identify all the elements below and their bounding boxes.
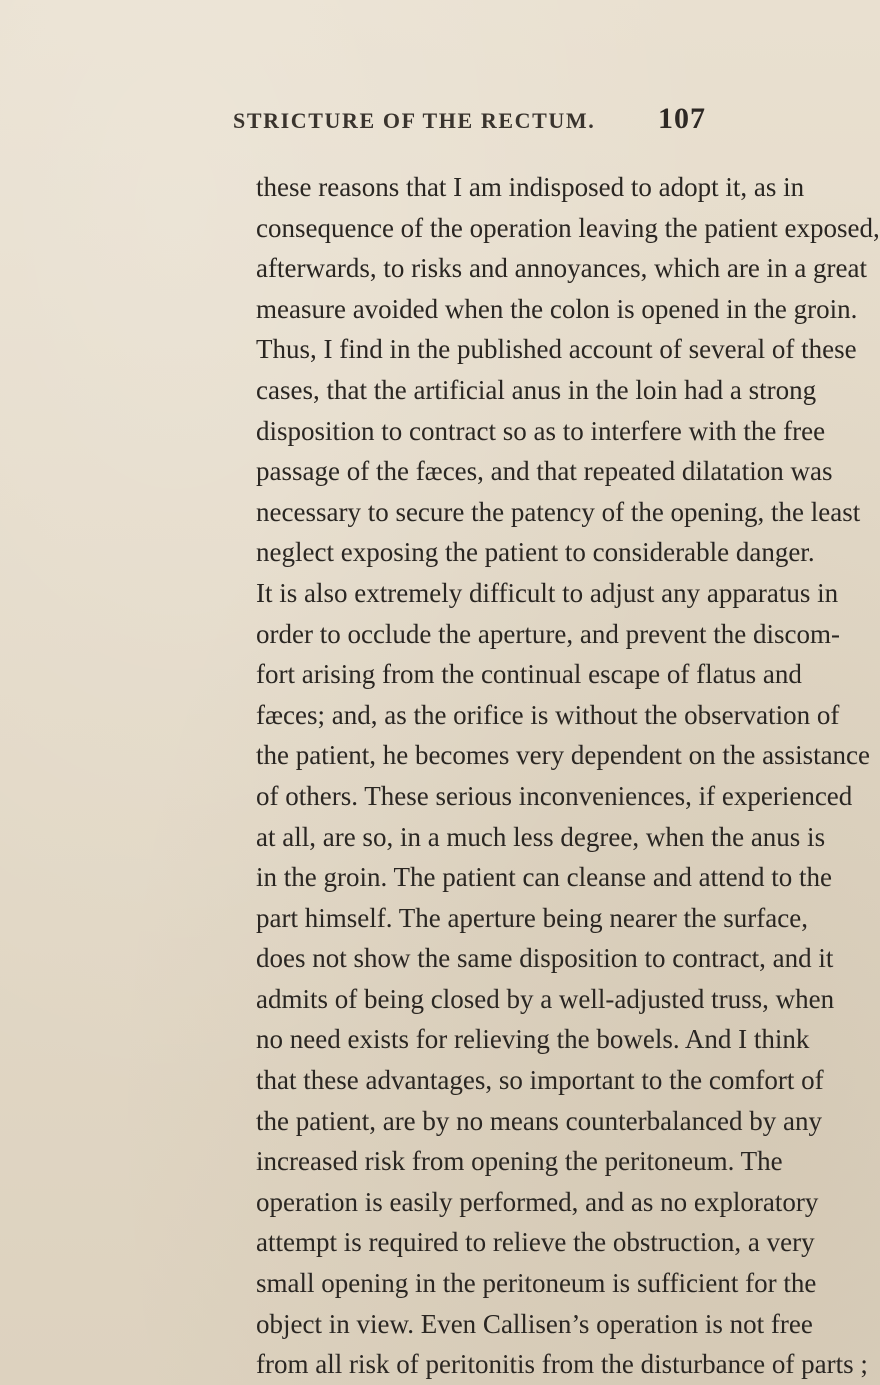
text-line: admits of being closed by a well-adjusted truss, when (256, 983, 835, 1014)
text-line: measure avoided when the colon is opened in the groin. (256, 293, 858, 324)
page-number: 107 (658, 102, 706, 135)
text-line: disposition to contract so as to interfere with the free (256, 415, 826, 446)
running-title: STRICTURE OF THE RECTUM. (233, 108, 596, 133)
text-line: fort arising from the continual escape of flatus and (256, 659, 802, 690)
text-line: attempt is required to relieve the obstruction, a very (256, 1227, 815, 1258)
text-line: order to occlude the aperture, and prevent the discom- (256, 618, 841, 649)
text-line: afterwards, to risks and annoyances, which are in a great (256, 253, 868, 284)
text-line: passage of the fæces, and that repeated dilatation was (256, 456, 833, 487)
text-line: does not show the same disposition to contract, and it (256, 943, 834, 974)
body-text (256, 167, 880, 1385)
text-line: necessary to secure the patency of the opening, the least (256, 496, 861, 527)
text-line: small opening in the peritoneum is sufficient for the (256, 1268, 817, 1299)
text-line: of others. These serious inconveniences, if experienced (256, 780, 853, 811)
text-line: no need exists for relieving the bowels. And I think (256, 1024, 810, 1055)
text-line: the patient, are by no means counterbalanced by any (256, 1105, 823, 1136)
text-line: part himself. The aperture being nearer the surface, (256, 902, 808, 933)
running-head (0, 102, 800, 148)
text-line: It is also extremely difficult to adjust any apparatus in (256, 577, 839, 608)
text-line: fæces; and, as the orifice is without the observation of (256, 699, 840, 730)
text-line: the patient, he becomes very dependent on the assistance (256, 740, 871, 771)
text-line: these reasons that I am indisposed to adopt it, as in (256, 172, 805, 202)
text-line: at all, are so, in a much less degree, when the anus is (256, 821, 826, 852)
text-line: that these advantages, so important to the comfort of (256, 1065, 824, 1096)
text-line: from all risk of peritonitis from the disturbance of parts ; (256, 1349, 868, 1380)
text-line: consequence of the operation leaving the patient exposed, (256, 212, 880, 243)
text-line: object in view. Even Callisen’s operation is not free (256, 1308, 813, 1339)
text-line: cases, that the artificial anus in the loin had a strong (256, 374, 817, 405)
text-line: neglect exposing the patient to considerable danger. (256, 537, 815, 568)
text-line: Thus, I find in the published account of several of these (256, 334, 857, 365)
text-line: in the groin. The patient can cleanse and attend to the (256, 862, 833, 893)
text-line: operation is easily performed, and as no exploratory (256, 1186, 819, 1217)
text-line: increased risk from opening the peritoneum. The (256, 1146, 783, 1177)
